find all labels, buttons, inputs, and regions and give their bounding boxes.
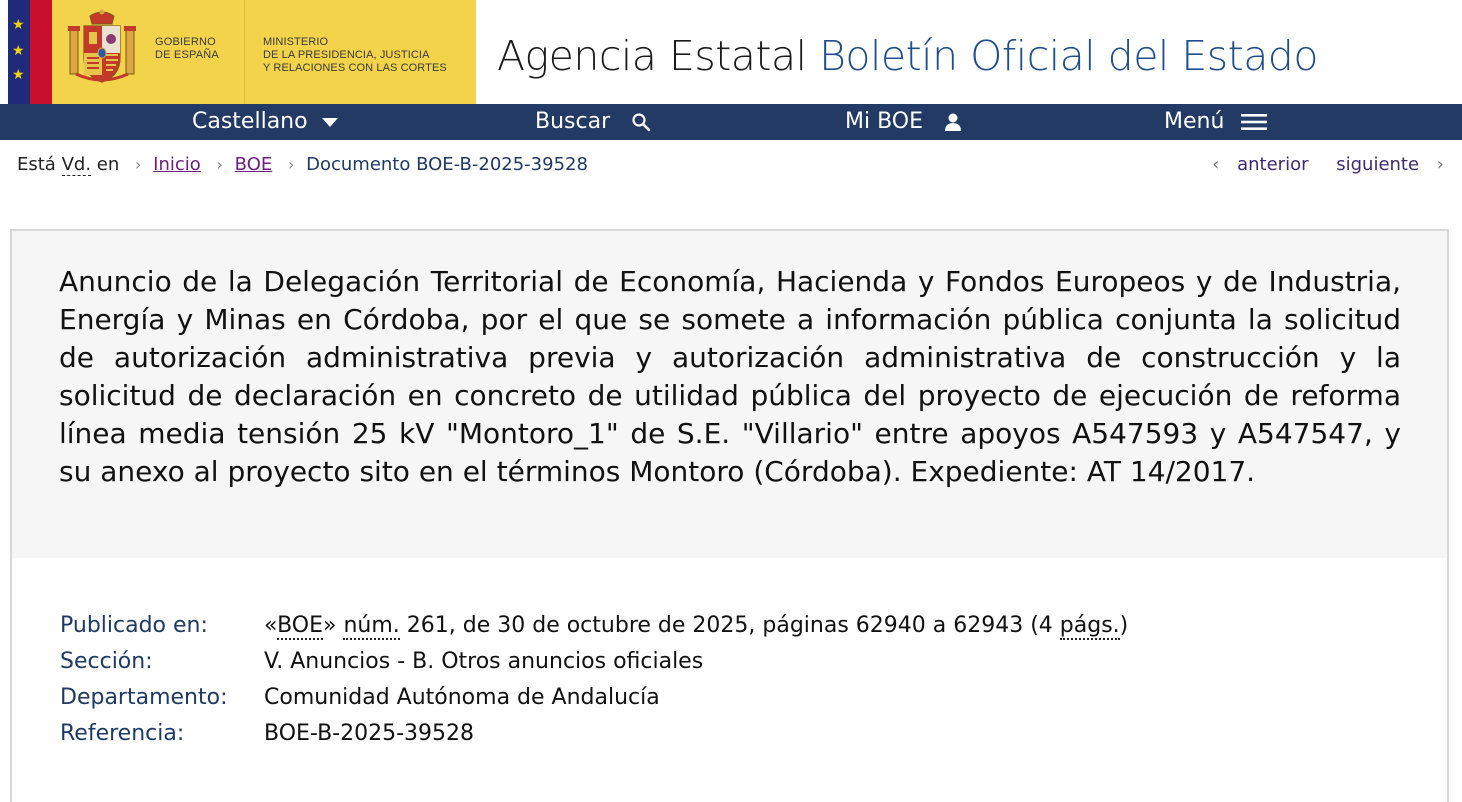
ministry-line-1: MINISTERIO <box>263 36 329 48</box>
hamburger-icon <box>1241 113 1267 131</box>
main-nav <box>0 104 1462 140</box>
breadcrumb-prefix: Está <box>17 154 56 175</box>
caret-down-icon <box>321 116 339 128</box>
language-selector[interactable] <box>192 104 339 140</box>
section-label: Sección: <box>60 649 153 674</box>
document-title-box <box>10 229 1449 560</box>
chevron-right-icon: › <box>216 155 223 174</box>
breadcrumb-prefix-en: en <box>96 154 120 175</box>
ministry-line-2: DE LA PRESIDENCIA, JUSTICIA <box>263 49 430 61</box>
ministry-label <box>263 36 447 75</box>
search-label: Buscar <box>535 109 611 134</box>
breadcrumb-abbr: Vd. <box>61 154 92 175</box>
published-quote-open: « <box>264 613 278 638</box>
ministry-line-3: Y RELACIONES CON LAS CORTES <box>263 62 447 74</box>
gov-line-1: GOBIERNO <box>155 36 216 48</box>
chevron-right-icon: › <box>1436 154 1444 175</box>
published-details: 261, de 30 de octubre de 2025, páginas 62940 a 62943 (4 <box>399 613 1060 638</box>
next-link[interactable]: siguiente <box>1336 154 1420 175</box>
breadcrumb <box>17 152 588 178</box>
logo-divider <box>244 0 245 104</box>
published-boe-abbr: BOE <box>277 613 324 638</box>
search-nav-button[interactable] <box>535 104 651 140</box>
breadcrumb-home-link[interactable]: Inicio <box>153 154 201 175</box>
government-logo-block[interactable] <box>8 0 476 104</box>
user-icon <box>944 112 962 132</box>
my-boe-label: Mi BOE <box>845 109 924 134</box>
menu-button[interactable] <box>1164 104 1267 140</box>
spain-flag-icon <box>30 0 52 104</box>
published-end: ) <box>1119 613 1129 638</box>
government-label <box>155 36 219 62</box>
menu-label: Menú <box>1164 109 1225 134</box>
breadcrumb-boe-link[interactable]: BOE <box>234 154 273 175</box>
published-value <box>264 608 1128 644</box>
chevron-right-icon: › <box>135 155 142 174</box>
department-value: Comunidad Autónoma de Andalucía <box>264 685 660 710</box>
chevron-left-icon: ‹ <box>1212 154 1220 175</box>
search-icon <box>631 112 651 132</box>
published-label: Publicado en: <box>60 613 208 638</box>
site-title-boe: Boletín Oficial del Estado <box>819 32 1318 80</box>
eu-flag-icon: ★ ★ ★ <box>8 0 30 104</box>
reference-label: Referencia: <box>60 721 185 746</box>
document-pager <box>1212 152 1444 178</box>
coat-of-arms-icon <box>66 8 138 88</box>
document-title: Anuncio de la Delegación Territorial de Economía, Hacienda y Fondos Europeos y de Industria, Energía y Minas en Córdoba, por el que se somete a información pública conjunta la solicitud de autorización administrativa previa y autorización administrativa de construcción y la solicitud de declaración en concreto de utilidad pública del proyecto de ejecución de reforma línea media tensión 25 kV "Montoro_1" de S.E. "Villario" entre apoyos A547593 y A547547, y su anexo al proyecto sito en el términos Montoro (Córdoba). Expediente: AT 14/2017. <box>59 265 1401 488</box>
published-pags-abbr: págs. <box>1059 613 1120 638</box>
previous-link[interactable]: anterior <box>1237 154 1309 175</box>
published-quote-close: » <box>323 613 344 638</box>
chevron-right-icon: › <box>287 155 295 174</box>
reference-value: BOE-B-2025-39528 <box>264 721 475 746</box>
document-metadata <box>10 558 1449 802</box>
site-title-agency: Agencia Estatal <box>497 32 807 80</box>
department-label: Departamento: <box>60 685 228 710</box>
my-boe-button[interactable] <box>845 104 962 140</box>
language-label: Castellano <box>192 109 308 134</box>
published-num-abbr: núm. <box>343 613 400 638</box>
gov-line-2: DE ESPAÑA <box>155 49 219 61</box>
site-title-link[interactable] <box>497 32 1318 80</box>
site-header <box>0 0 1462 104</box>
breadcrumb-current: Documento BOE-B-2025-39528 <box>306 154 588 175</box>
section-value: V. Anuncios - B. Otros anuncios oficiales <box>264 649 704 674</box>
